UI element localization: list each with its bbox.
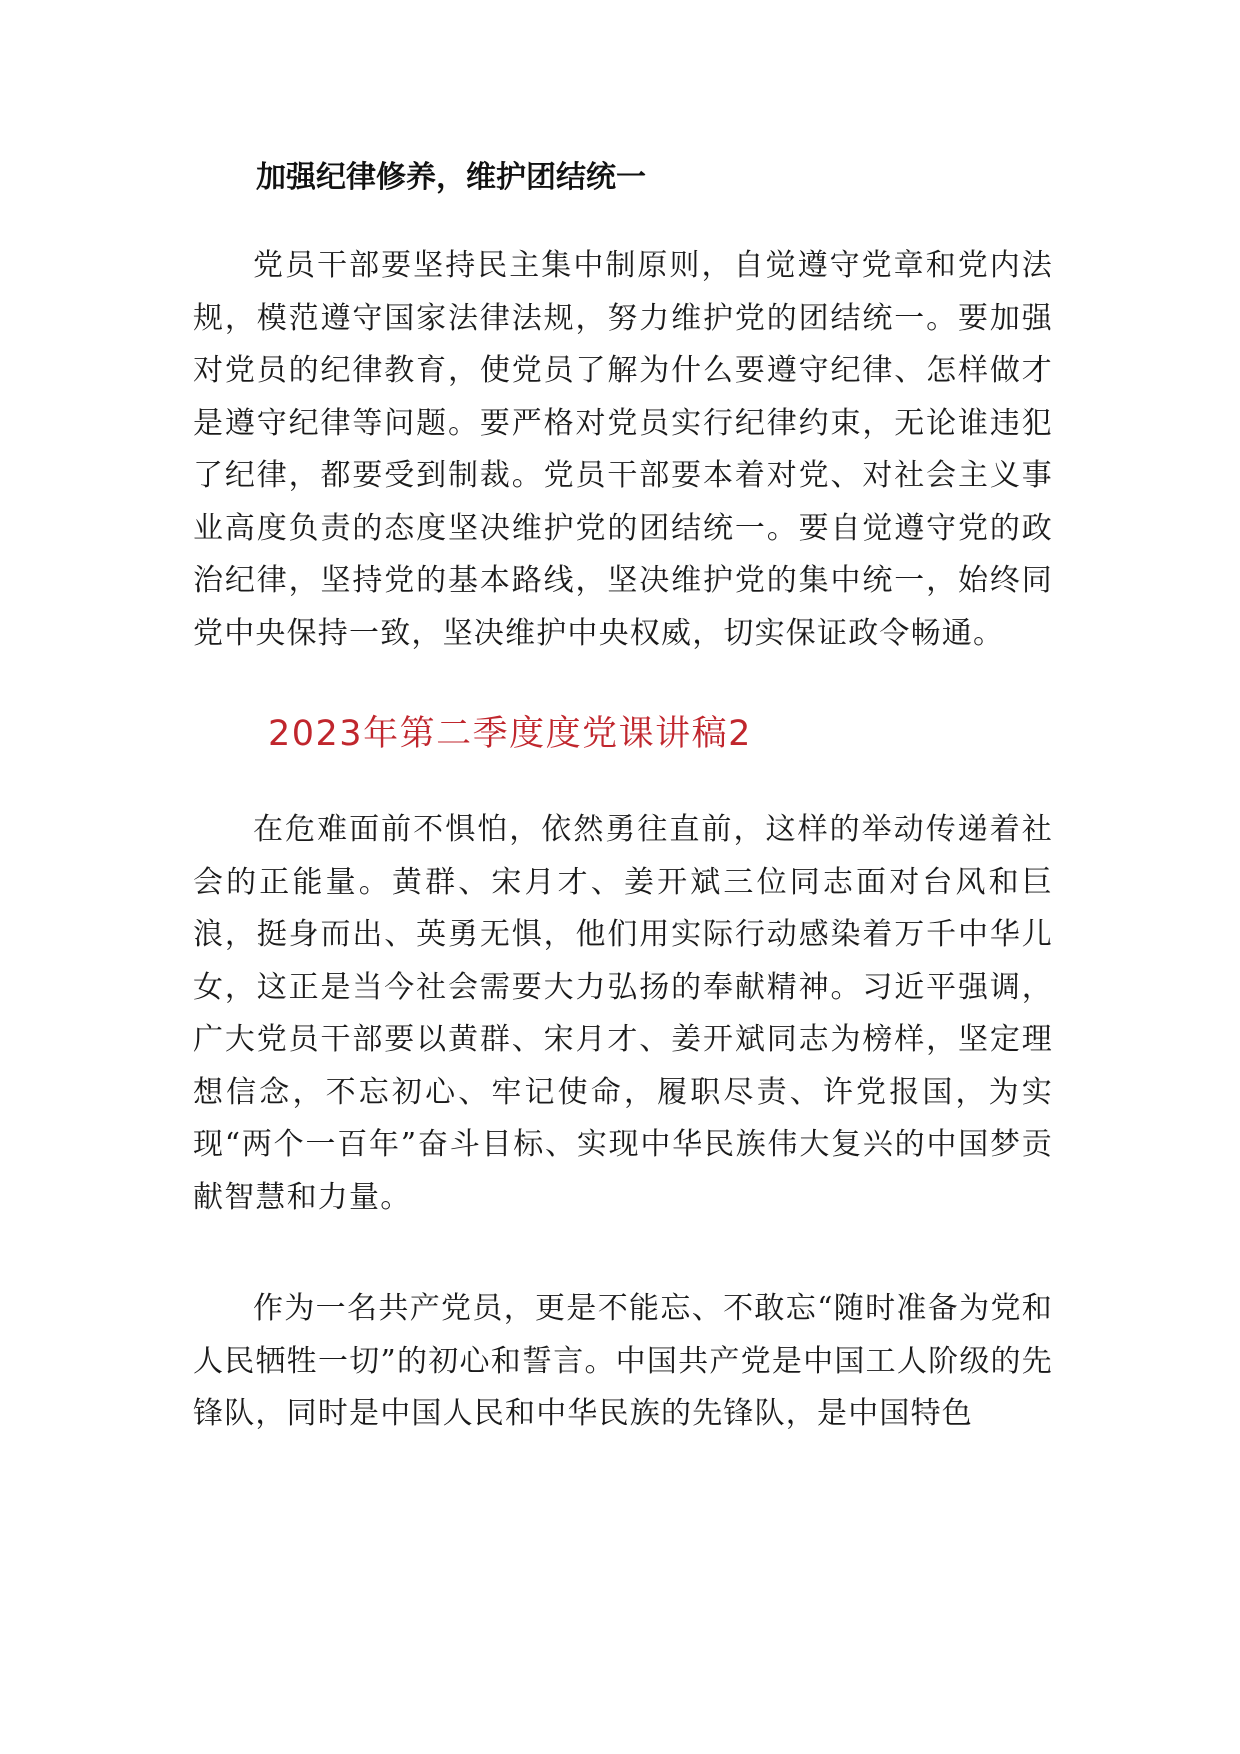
body-paragraph-party-member: 作为一名共产党员，更是不能忘、不敢忘“随时准备为党和人民牺牲一切”的初心和誓言。中国共产党是中国工人阶级的先锋队，同时是中国人民和中华民族的先锋队，是中国特色 [193, 1291, 1053, 1431]
section-heading: 加强纪律修养，维护团结统一 [256, 160, 646, 195]
body-paragraph-heroes: 在危难面前不惧怕，依然勇往直前，这样的举动传递着社会的正能量。黄群、宋月才、姜开斌三位同志面对台风和巨浪，挺身而出、英勇无惧，他们用实际行动感染着万千中华儿女，这正是当今社会需要大力弘扬的奉献精神。习近平强调，广大党员干部要以黄群、宋月才、姜开斌同志为榜样，坚定理想信念，不忘初心、牢记使命，履职尽责、许党报国，为实现“两个一百年”奋斗目标、实现中华民族伟大复兴的中国梦贡献智慧和力量。 [193, 812, 1053, 1215]
document-title: 2023年第二季度度党课讲稿2 [268, 714, 752, 754]
body-paragraph-discipline: 党员干部要坚持民主集中制原则，自觉遵守党章和党内法规，模范遵守国家法律法规，努力维护党的团结统一。要加强对党员的纪律教育，使党员了解为什么要遵守纪律、怎样做才是遵守纪律等问题。要严格对党员实行纪律约束，无论谁违犯了纪律，都要受到制裁。党员干部要本着对党、对社会主义事业高度负责的态度坚决维护党的团结统一。要自觉遵守党的政治纪律，坚持党的基本路线，坚决维护党的集中统一，始终同党中央保持一致，坚决维护中央权威，切实保证政令畅通。 [193, 248, 1053, 651]
